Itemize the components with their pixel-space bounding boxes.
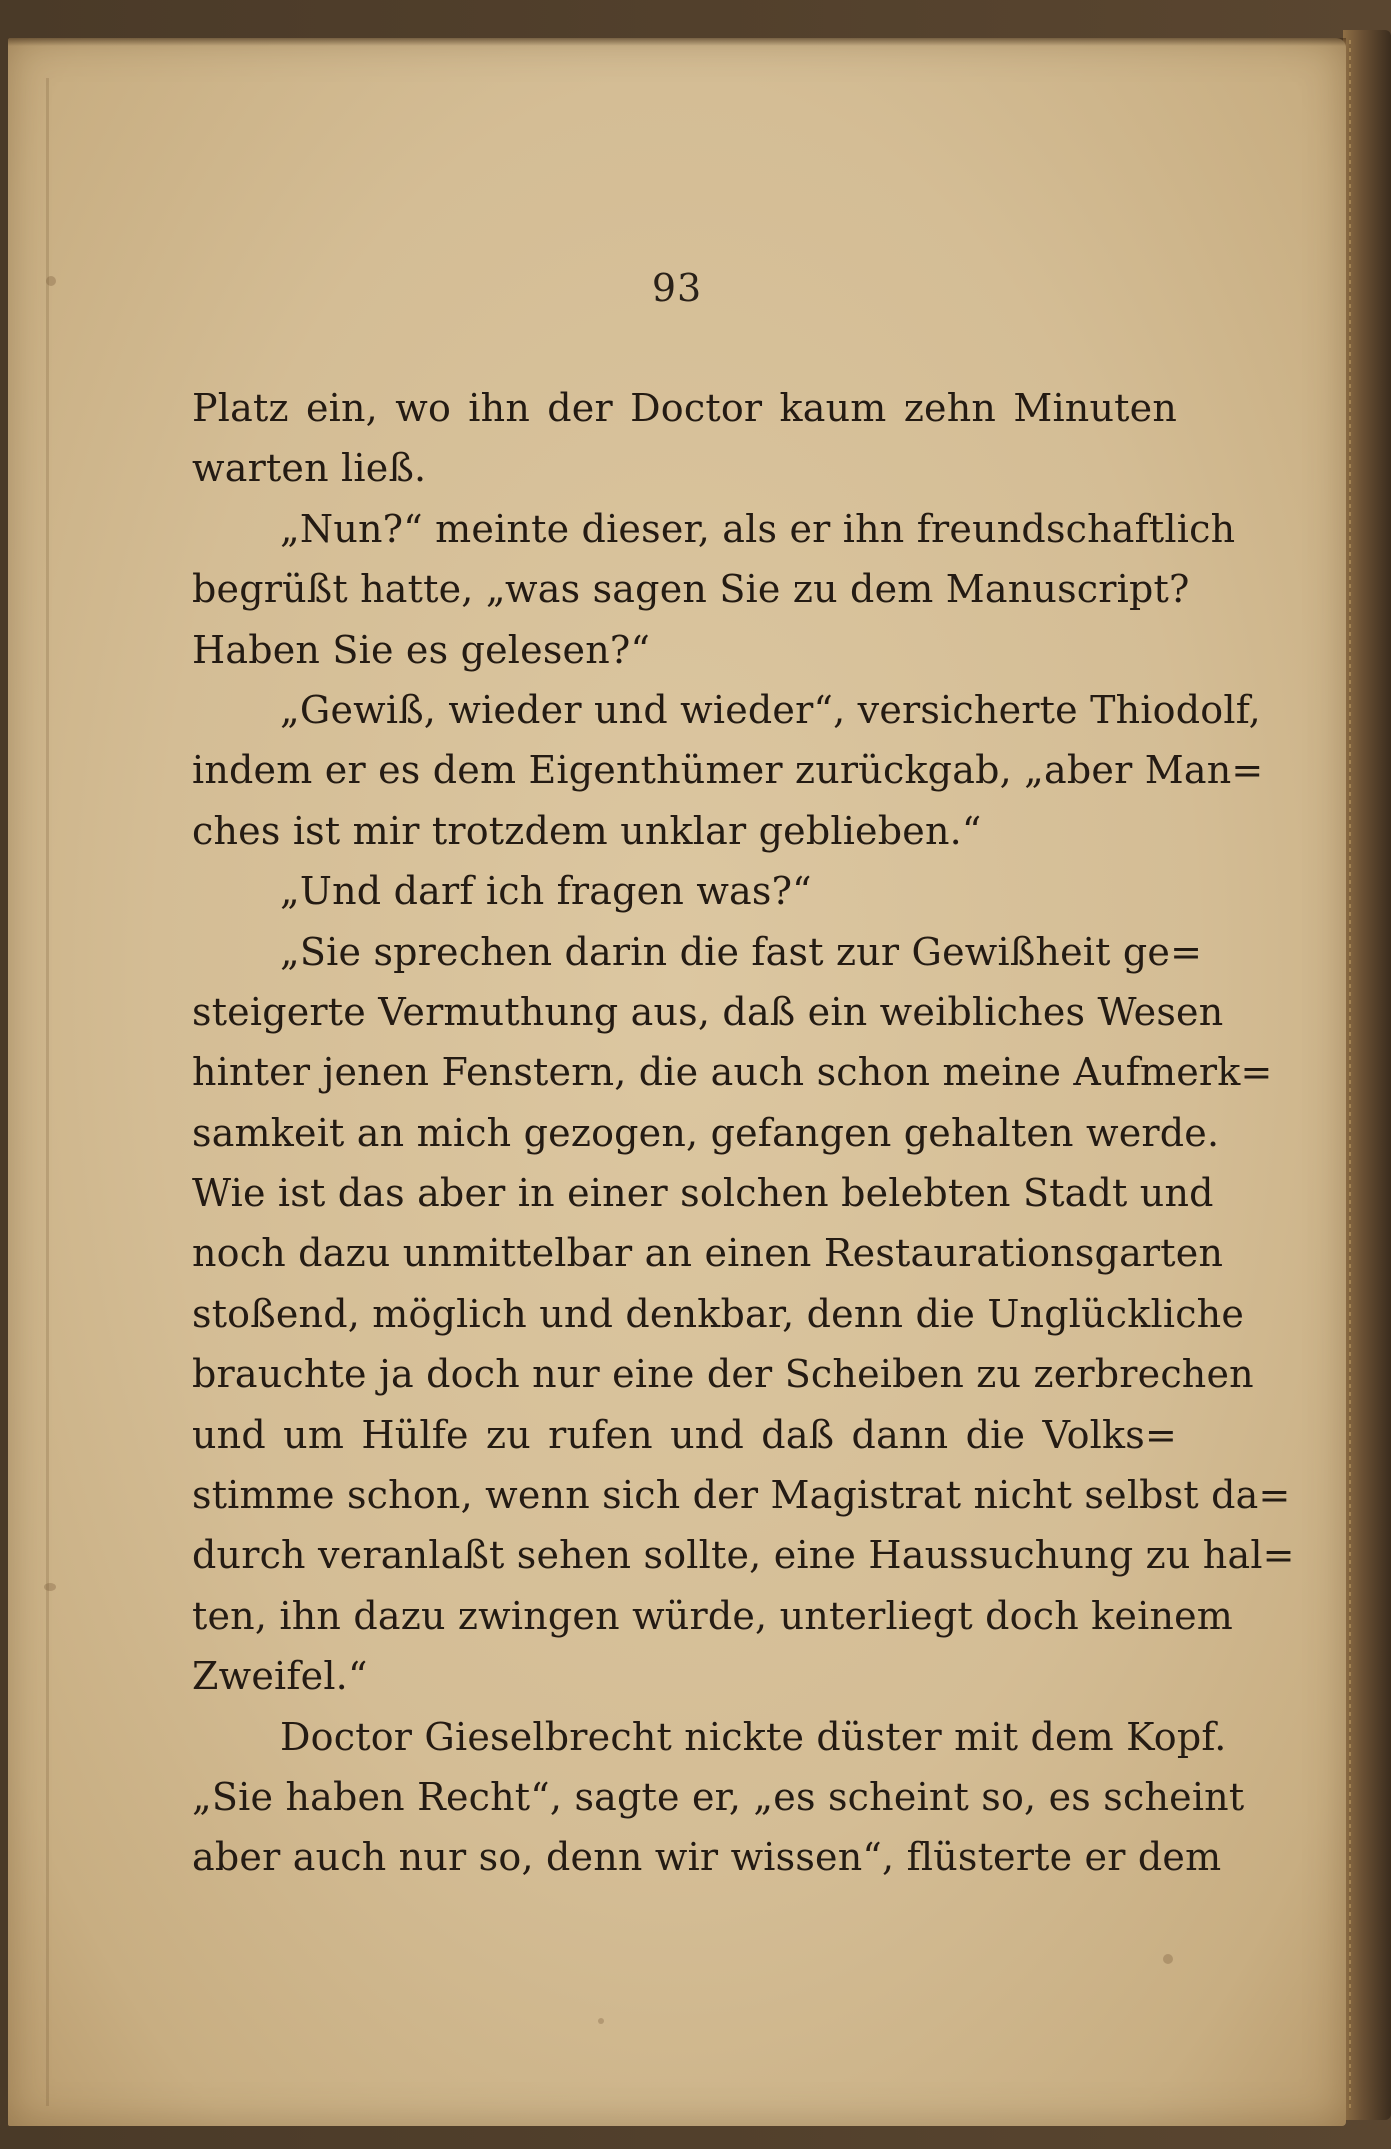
text-line: warten ließ. xyxy=(192,446,427,491)
book-page xyxy=(8,38,1346,2126)
text-line: begrüßt hatte, „was sagen Sie zu dem Manuscript? xyxy=(192,567,1190,612)
text-line: Platz ein, wo ihn der Doctor kaum zehn Minuten xyxy=(192,386,1177,430)
text-line: Doctor Gieselbrecht nickte düster mit dem Kopf. xyxy=(280,1714,1227,1759)
text-line: Wie ist das aber in einer solchen belebten Stadt und xyxy=(192,1171,1214,1216)
text-line: hinter jenen Fenstern, die auch schon meine Aufmerk= xyxy=(192,1050,1273,1095)
text-line: steigerte Vermuthung aus, daß ein weibliches Wesen xyxy=(192,989,1224,1034)
text-line: „Nun?“ meinte dieser, als er ihn freundschaftlich xyxy=(280,506,1236,551)
text-line: brauchte ja doch nur eine der Scheiben zu zerbrechen xyxy=(192,1352,1254,1397)
text-line: „Und darf ich fragen was?“ xyxy=(280,869,812,914)
text-line: ches ist mir trotzdem unklar geblieben.“ xyxy=(192,808,982,853)
text-line: stimme schon, wenn sich der Magistrat nicht selbst da= xyxy=(192,1473,1291,1518)
text-line: samkeit an mich gezogen, gefangen gehalten werde. xyxy=(192,1110,1220,1155)
text-line: aber auch nur so, denn wir wissen“, flüsterte er dem xyxy=(192,1835,1222,1880)
page-top-shadow xyxy=(8,38,1346,46)
text-line: indem er es dem Eigenthümer zurückgab, „aber Man= xyxy=(192,748,1264,793)
text-line: und um Hülfe zu rufen und daß dann die Volks= xyxy=(192,1412,1177,1457)
text-line: Zweifel.“ xyxy=(192,1654,368,1699)
text-line: noch dazu unmittelbar an einen Restaurationsgarten xyxy=(192,1231,1224,1276)
text-line: „Gewiß, wieder und wieder“, versicherte Thiodolf, xyxy=(280,687,1261,732)
page-number: 93 xyxy=(651,266,703,310)
text-line: stoßend, möglich und denkbar, denn die Unglückliche xyxy=(192,1291,1245,1336)
body-text xyxy=(192,378,1295,1888)
text-line: ten, ihn dazu zwingen würde, unterliegt doch keinem xyxy=(192,1593,1234,1638)
smudge-mark xyxy=(598,2018,604,2024)
text-line: „Sie haben Recht“, sagte er, „es scheint so, es scheint xyxy=(192,1774,1245,1819)
smudge-mark xyxy=(1163,1954,1173,1964)
book-edge xyxy=(1343,30,1391,2120)
text-line: durch veranlaßt sehen sollte, eine Haussuchung zu hal= xyxy=(192,1533,1295,1578)
text-line: „Sie sprechen darin die fast zur Gewißheit ge= xyxy=(280,929,1203,974)
smudge-mark xyxy=(44,1583,56,1591)
text-line: Haben Sie es gelesen?“ xyxy=(192,627,651,672)
